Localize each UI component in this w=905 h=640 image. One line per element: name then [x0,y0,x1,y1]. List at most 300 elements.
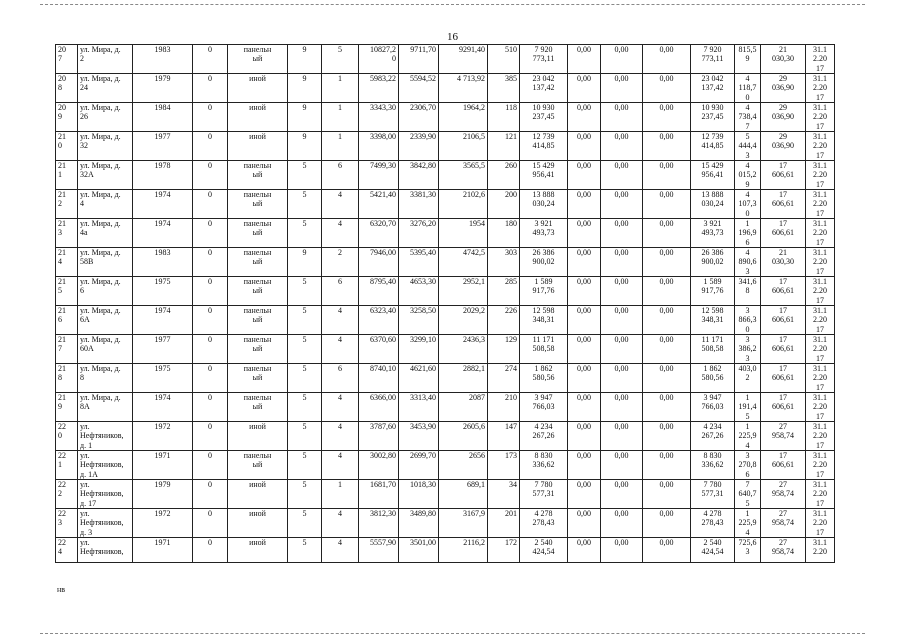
cell-address: ул. Мира, д. 8 [78,364,133,393]
cell-limit-per-sqm: 17 606,61 [761,306,806,335]
cell-row-number: 21 5 [56,277,78,306]
cell-col-zero: 0 [193,248,228,277]
cell-funds-c: 0,00 [643,103,691,132]
cell-living-area: 3842,80 [399,161,439,190]
cell-limit-per-sqm: 27 958,74 [761,509,806,538]
cell-limit-per-sqm: 17 606,61 [761,364,806,393]
cell-deadline: 31.1 2.20 17 [806,190,835,219]
cell-entrances: 4 [322,335,359,364]
cell-residential-area: 4742,5 [439,248,488,277]
cell-year-built: 1977 [133,132,193,161]
table-row [56,132,835,161]
cell-cost-per-sqm: 5 444,4 3 [735,132,761,161]
cell-living-area: 3501,00 [399,538,439,563]
cell-cost-owners: 7 920 773,11 [691,45,735,74]
cell-funds-b: 0,00 [601,451,643,480]
cell-living-area: 3313,40 [399,393,439,422]
cell-funds-b: 0,00 [601,538,643,563]
cell-total-area: 7499,30 [359,161,399,190]
cell-total-area: 8740,10 [359,364,399,393]
cell-col-zero: 0 [193,103,228,132]
cell-entrances: 1 [322,132,359,161]
cell-funds-b: 0,00 [601,190,643,219]
cell-entrances: 4 [322,451,359,480]
cell-total-area: 3398,00 [359,132,399,161]
cell-wall-material: панельн ый [228,364,288,393]
cell-address: ул. Мира, д. 60А [78,335,133,364]
cell-funds-b: 0,00 [601,161,643,190]
cell-funds-a: 0,00 [568,277,601,306]
table-row [56,277,835,306]
cell-cost-owners: 1 589 917,76 [691,277,735,306]
cell-residents: 285 [488,277,520,306]
cell-residential-area: 2029,2 [439,306,488,335]
cell-funds-a: 0,00 [568,335,601,364]
cell-floors: 5 [288,335,322,364]
table-row [56,393,835,422]
cell-residential-area: 3167,9 [439,509,488,538]
cell-col-zero: 0 [193,364,228,393]
cell-funds-b: 0,00 [601,335,643,364]
cell-address: ул. Мира, д. 4а [78,219,133,248]
cell-funds-c: 0,00 [643,277,691,306]
cell-col-zero: 0 [193,306,228,335]
cell-living-area: 3453,90 [399,422,439,451]
cell-living-area: 2339,90 [399,132,439,161]
cell-deadline: 31.1 2.20 17 [806,248,835,277]
cell-year-built: 1975 [133,364,193,393]
table-row [56,480,835,509]
cell-entrances: 1 [322,480,359,509]
cell-funds-c: 0,00 [643,422,691,451]
cell-entrances: 2 [322,248,359,277]
cell-address: ул. Мира, д. 58В [78,248,133,277]
cell-total-area: 7946,00 [359,248,399,277]
cell-funds-b: 0,00 [601,480,643,509]
cell-cost-total: 1 862 580,56 [520,364,568,393]
cell-funds-a: 0,00 [568,45,601,74]
cell-cost-owners: 7 780 577,31 [691,480,735,509]
cell-row-number: 20 7 [56,45,78,74]
footnote-mark: нв [57,585,66,594]
cell-col-zero: 0 [193,161,228,190]
page-number: 16 [447,31,458,43]
cell-total-area: 5421,40 [359,190,399,219]
cell-cost-owners: 4 234 267,26 [691,422,735,451]
cell-deadline: 31.1 2.20 17 [806,364,835,393]
cell-total-area: 1681,70 [359,480,399,509]
cell-year-built: 1974 [133,219,193,248]
cell-total-area: 6323,40 [359,306,399,335]
cell-col-zero: 0 [193,45,228,74]
cell-funds-b: 0,00 [601,393,643,422]
cell-residents: 173 [488,451,520,480]
cell-cost-total: 7 780 577,31 [520,480,568,509]
cell-address: ул. Мира, д. 4 [78,190,133,219]
cell-entrances: 4 [322,306,359,335]
cell-wall-material: иной [228,74,288,103]
table-row [56,190,835,219]
cell-funds-c: 0,00 [643,248,691,277]
cell-wall-material: панельн ый [228,190,288,219]
cell-limit-per-sqm: 29 036,90 [761,103,806,132]
cell-address: ул. Мира, д. 6 [78,277,133,306]
cell-residential-area: 2605,6 [439,422,488,451]
cell-limit-per-sqm: 17 606,61 [761,219,806,248]
table-row [56,422,835,451]
cell-entrances: 6 [322,161,359,190]
cell-wall-material: иной [228,538,288,563]
cell-cost-per-sqm: 1 225,9 4 [735,422,761,451]
cell-entrances: 1 [322,103,359,132]
cell-year-built: 1983 [133,45,193,74]
cell-limit-per-sqm: 27 958,74 [761,538,806,563]
cell-funds-a: 0,00 [568,219,601,248]
cell-col-zero: 0 [193,219,228,248]
table-row [56,219,835,248]
cell-living-area: 3489,80 [399,509,439,538]
cell-cost-owners: 4 278 278,43 [691,509,735,538]
cell-cost-total: 12 598 348,31 [520,306,568,335]
cell-limit-per-sqm: 29 036,90 [761,132,806,161]
cell-funds-a: 0,00 [568,422,601,451]
cell-wall-material: панельн ый [228,248,288,277]
cell-funds-b: 0,00 [601,509,643,538]
cell-cost-total: 12 739 414,85 [520,132,568,161]
cell-year-built: 1979 [133,480,193,509]
cell-row-number: 22 4 [56,538,78,563]
cell-row-number: 20 9 [56,103,78,132]
cell-limit-per-sqm: 17 606,61 [761,451,806,480]
cell-col-zero: 0 [193,509,228,538]
cell-wall-material: панельн ый [228,161,288,190]
cell-funds-b: 0,00 [601,364,643,393]
cell-col-zero: 0 [193,393,228,422]
table-row [56,74,835,103]
cell-floors: 5 [288,219,322,248]
table-row [56,364,835,393]
cell-address: ул. Нефтяников, д. 17 [78,480,133,509]
cell-living-area: 5395,40 [399,248,439,277]
table-row [56,509,835,538]
cell-cost-per-sqm: 403,0 2 [735,364,761,393]
cell-total-area: 3787,60 [359,422,399,451]
cell-funds-b: 0,00 [601,219,643,248]
cell-cost-per-sqm: 4 015,2 9 [735,161,761,190]
cell-address: ул. Нефтяников, д. 1А [78,451,133,480]
cell-floors: 5 [288,393,322,422]
cell-funds-b: 0,00 [601,74,643,103]
cell-residents: 129 [488,335,520,364]
cell-address: ул. Мира, д. 32А [78,161,133,190]
housing-register-table [55,44,835,563]
cell-entrances: 4 [322,538,359,563]
cell-funds-a: 0,00 [568,190,601,219]
cell-wall-material: панельн ый [228,335,288,364]
cell-floors: 5 [288,451,322,480]
cell-cost-total: 15 429 956,41 [520,161,568,190]
cell-funds-c: 0,00 [643,451,691,480]
cell-row-number: 21 3 [56,219,78,248]
cell-funds-a: 0,00 [568,248,601,277]
cell-total-area: 5557,90 [359,538,399,563]
cell-funds-a: 0,00 [568,509,601,538]
cell-entrances: 5 [322,45,359,74]
cell-cost-owners: 23 042 137,42 [691,74,735,103]
cell-funds-a: 0,00 [568,393,601,422]
table-row [56,451,835,480]
cell-entrances: 4 [322,219,359,248]
cell-year-built: 1978 [133,161,193,190]
cell-total-area: 6320,70 [359,219,399,248]
cell-cost-owners: 15 429 956,41 [691,161,735,190]
cell-funds-c: 0,00 [643,306,691,335]
cell-cost-total: 3 947 766,03 [520,393,568,422]
cell-cost-per-sqm: 815,5 9 [735,45,761,74]
cell-residential-area: 1954 [439,219,488,248]
cell-living-area: 3258,50 [399,306,439,335]
cell-col-zero: 0 [193,74,228,103]
cell-cost-owners: 12 739 414,85 [691,132,735,161]
cell-funds-a: 0,00 [568,306,601,335]
cell-residents: 118 [488,103,520,132]
cell-living-area: 2306,70 [399,103,439,132]
cell-wall-material: панельн ый [228,277,288,306]
cell-cost-owners: 8 830 336,62 [691,451,735,480]
cell-cost-per-sqm: 4 738,4 7 [735,103,761,132]
cell-funds-a: 0,00 [568,161,601,190]
cell-cost-owners: 12 598 348,31 [691,306,735,335]
cell-col-zero: 0 [193,132,228,161]
cell-residential-area: 2882,1 [439,364,488,393]
cell-cost-owners: 13 888 030,24 [691,190,735,219]
cell-year-built: 1974 [133,306,193,335]
cell-address: ул. Мира, д. 2 [78,45,133,74]
cell-funds-b: 0,00 [601,277,643,306]
cell-total-area: 3002,80 [359,451,399,480]
cell-cost-per-sqm: 1 196,9 6 [735,219,761,248]
cell-residents: 201 [488,509,520,538]
cell-wall-material: панельн ый [228,45,288,74]
cell-floors: 9 [288,74,322,103]
cell-limit-per-sqm: 21 030,30 [761,45,806,74]
cell-wall-material: панельн ый [228,393,288,422]
cell-cost-total: 11 171 508,58 [520,335,568,364]
cell-cost-total: 13 888 030,24 [520,190,568,219]
cell-row-number: 20 8 [56,74,78,103]
cell-floors: 5 [288,277,322,306]
cell-year-built: 1983 [133,248,193,277]
cell-limit-per-sqm: 17 606,61 [761,335,806,364]
cell-entrances: 6 [322,277,359,306]
cell-floors: 9 [288,103,322,132]
cell-funds-b: 0,00 [601,306,643,335]
cell-residents: 180 [488,219,520,248]
cell-row-number: 22 1 [56,451,78,480]
cell-deadline: 31.1 2.20 17 [806,74,835,103]
cell-col-zero: 0 [193,422,228,451]
cell-funds-b: 0,00 [601,248,643,277]
cell-entrances: 4 [322,190,359,219]
cell-cost-per-sqm: 3 866,3 0 [735,306,761,335]
cell-funds-c: 0,00 [643,538,691,563]
cell-residential-area: 2656 [439,451,488,480]
cell-funds-c: 0,00 [643,509,691,538]
cell-row-number: 21 4 [56,248,78,277]
table-row [56,103,835,132]
cell-row-number: 21 2 [56,190,78,219]
cell-total-area: 3812,30 [359,509,399,538]
cell-funds-c: 0,00 [643,190,691,219]
cell-year-built: 1972 [133,422,193,451]
cell-col-zero: 0 [193,451,228,480]
cell-deadline: 31.1 2.20 17 [806,103,835,132]
cell-entrances: 4 [322,422,359,451]
cell-funds-a: 0,00 [568,364,601,393]
cell-cost-total: 1 589 917,76 [520,277,568,306]
cell-residents: 200 [488,190,520,219]
table-row [56,538,835,563]
cell-limit-per-sqm: 17 606,61 [761,161,806,190]
cell-deadline: 31.1 2.20 17 [806,277,835,306]
table-row [56,248,835,277]
cell-row-number: 21 6 [56,306,78,335]
cell-funds-a: 0,00 [568,103,601,132]
cell-limit-per-sqm: 21 030,30 [761,248,806,277]
cell-deadline: 31.1 2.20 17 [806,45,835,74]
cell-living-area: 3276,20 [399,219,439,248]
cell-year-built: 1984 [133,103,193,132]
table-body [56,45,835,563]
cell-deadline: 31.1 2.20 17 [806,306,835,335]
cell-col-zero: 0 [193,480,228,509]
cell-residential-area: 4 713,92 [439,74,488,103]
cell-cost-per-sqm: 1 191,4 5 [735,393,761,422]
cell-entrances: 4 [322,509,359,538]
cell-deadline: 31.1 2.20 [806,538,835,563]
cell-col-zero: 0 [193,538,228,563]
cell-address: ул. Мира, д. 8А [78,393,133,422]
cell-cost-per-sqm: 4 118,7 0 [735,74,761,103]
cell-address: ул. Мира, д. 6А [78,306,133,335]
cell-residential-area: 2106,5 [439,132,488,161]
cell-funds-c: 0,00 [643,480,691,509]
cell-deadline: 31.1 2.20 17 [806,161,835,190]
cell-address: ул. Нефтяников, [78,538,133,563]
cell-residential-area: 1964,2 [439,103,488,132]
cell-living-area: 5594,52 [399,74,439,103]
cell-address: ул. Мира, д. 24 [78,74,133,103]
cell-wall-material: панельн ый [228,306,288,335]
cell-deadline: 31.1 2.20 17 [806,451,835,480]
cell-funds-b: 0,00 [601,103,643,132]
cell-living-area: 4621,60 [399,364,439,393]
cell-row-number: 22 0 [56,422,78,451]
cell-floors: 5 [288,509,322,538]
cell-cost-total: 2 540 424,54 [520,538,568,563]
cell-funds-c: 0,00 [643,219,691,248]
cell-cost-per-sqm: 7 640,7 5 [735,480,761,509]
cell-funds-c: 0,00 [643,45,691,74]
cell-deadline: 31.1 2.20 17 [806,335,835,364]
cell-funds-c: 0,00 [643,132,691,161]
cell-total-area: 3343,30 [359,103,399,132]
cell-floors: 9 [288,132,322,161]
cell-wall-material: иной [228,509,288,538]
cell-address: ул. Нефтяников, д. 3 [78,509,133,538]
cell-funds-a: 0,00 [568,451,601,480]
scan-edge-top [40,4,865,5]
cell-address: ул. Нефтяников, д. 1 [78,422,133,451]
cell-year-built: 1975 [133,277,193,306]
cell-year-built: 1972 [133,509,193,538]
cell-deadline: 31.1 2.20 17 [806,219,835,248]
cell-year-built: 1977 [133,335,193,364]
cell-limit-per-sqm: 27 958,74 [761,480,806,509]
cell-row-number: 22 3 [56,509,78,538]
cell-floors: 5 [288,306,322,335]
cell-cost-total: 26 386 900,02 [520,248,568,277]
cell-cost-total: 3 921 493,73 [520,219,568,248]
cell-floors: 5 [288,480,322,509]
cell-total-area: 6370,60 [359,335,399,364]
cell-row-number: 21 0 [56,132,78,161]
cell-col-zero: 0 [193,190,228,219]
cell-funds-a: 0,00 [568,132,601,161]
cell-row-number: 21 1 [56,161,78,190]
table-row [56,306,835,335]
cell-cost-owners: 1 862 580,56 [691,364,735,393]
cell-limit-per-sqm: 27 958,74 [761,422,806,451]
cell-residential-area: 2952,1 [439,277,488,306]
cell-funds-b: 0,00 [601,132,643,161]
cell-living-area: 4653,30 [399,277,439,306]
cell-cost-owners: 10 930 237,45 [691,103,735,132]
cell-row-number: 21 8 [56,364,78,393]
cell-residents: 274 [488,364,520,393]
cell-limit-per-sqm: 17 606,61 [761,277,806,306]
cell-year-built: 1974 [133,190,193,219]
cell-funds-c: 0,00 [643,393,691,422]
cell-cost-owners: 3 921 493,73 [691,219,735,248]
cell-deadline: 31.1 2.20 17 [806,509,835,538]
cell-funds-c: 0,00 [643,74,691,103]
cell-residents: 121 [488,132,520,161]
cell-residents: 172 [488,538,520,563]
cell-wall-material: иной [228,103,288,132]
cell-limit-per-sqm: 29 036,90 [761,74,806,103]
cell-cost-owners: 11 171 508,58 [691,335,735,364]
cell-cost-owners: 26 386 900,02 [691,248,735,277]
cell-entrances: 6 [322,364,359,393]
cell-funds-b: 0,00 [601,45,643,74]
cell-limit-per-sqm: 17 606,61 [761,190,806,219]
cell-floors: 5 [288,190,322,219]
cell-floors: 5 [288,161,322,190]
cell-residential-area: 2436,3 [439,335,488,364]
cell-row-number: 21 7 [56,335,78,364]
cell-cost-total: 4 234 267,26 [520,422,568,451]
cell-wall-material: панельн ый [228,219,288,248]
cell-floors: 5 [288,422,322,451]
cell-residents: 385 [488,74,520,103]
cell-cost-total: 8 830 336,62 [520,451,568,480]
cell-residents: 147 [488,422,520,451]
cell-residents: 34 [488,480,520,509]
cell-entrances: 4 [322,393,359,422]
cell-cost-per-sqm: 1 225,9 4 [735,509,761,538]
cell-entrances: 1 [322,74,359,103]
